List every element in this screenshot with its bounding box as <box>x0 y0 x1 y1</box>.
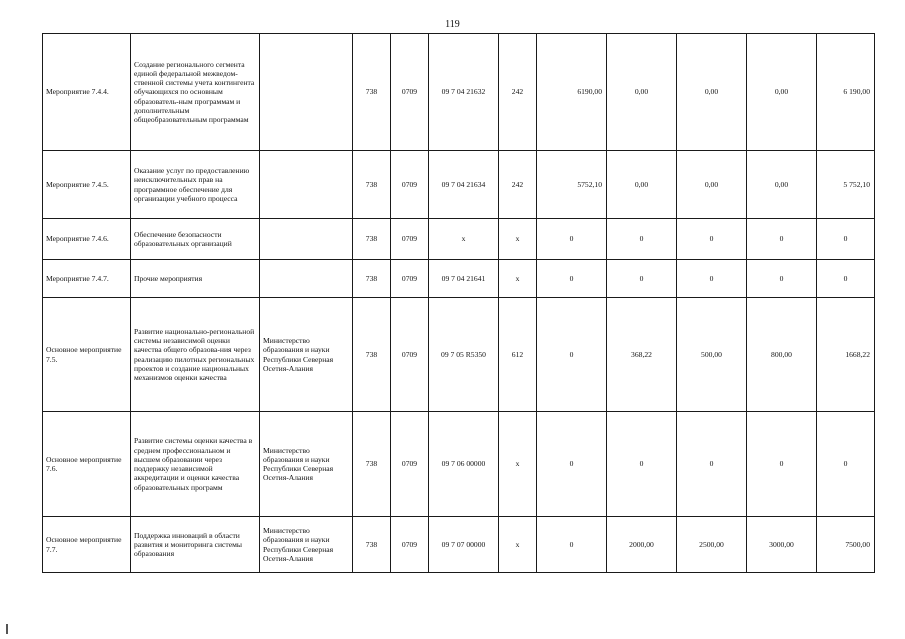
executor: Министерство образования и науки Республики Северная Осетия-Алания <box>260 412 353 517</box>
grbs-code: 738 <box>353 298 391 412</box>
executor <box>260 260 353 298</box>
section-code: 0709 <box>391 219 429 260</box>
event-number: Мероприятие 7.4.7. <box>43 260 131 298</box>
grbs-code: 738 <box>353 517 391 573</box>
expense-type-code: х <box>499 219 537 260</box>
executor <box>260 219 353 260</box>
section-code: 0709 <box>391 517 429 573</box>
amount-year-3: 0 <box>677 412 747 517</box>
grbs-code: 738 <box>353 260 391 298</box>
amount-year-3: 2500,00 <box>677 517 747 573</box>
amount-year-1: 0 <box>537 260 607 298</box>
event-number: Мероприятие 7.4.4. <box>43 34 131 151</box>
amount-year-4: 0 <box>747 412 817 517</box>
amount-total: 0 <box>817 412 875 517</box>
amount-year-4: 0,00 <box>747 34 817 151</box>
page-edge-mark <box>6 624 8 634</box>
table-body <box>43 34 875 573</box>
event-name: Развитие национально-региональной системы независимой оценки качества общего образова-ния через реализацию пилотных региональных проектов и создание национальных механизмов оценки качества <box>131 298 260 412</box>
event-name: Оказание услуг по предоставлению неисключительных прав на программное обеспечение для организации учебного процесса <box>131 151 260 219</box>
expense-type-code: х <box>499 517 537 573</box>
amount-year-2: 0,00 <box>607 34 677 151</box>
amount-year-1: 5752,10 <box>537 151 607 219</box>
amount-year-1: 6190,00 <box>537 34 607 151</box>
table-row <box>43 298 875 412</box>
table-row <box>43 34 875 151</box>
amount-year-4: 0 <box>747 219 817 260</box>
section-code: 0709 <box>391 151 429 219</box>
amount-year-2: 0,00 <box>607 151 677 219</box>
event-name: Создание регионального сегмента единой федеральной межведом-ственной системы учета контингента обучающихся по основным образователь-ным программам и дополнительным общеобразовательным программам <box>131 34 260 151</box>
amount-year-1: 0 <box>537 517 607 573</box>
amount-year-1: 0 <box>537 412 607 517</box>
section-code: 0709 <box>391 412 429 517</box>
expense-type-code: 612 <box>499 298 537 412</box>
amount-total: 6 190,00 <box>817 34 875 151</box>
amount-year-2: 0 <box>607 219 677 260</box>
grbs-code: 738 <box>353 219 391 260</box>
amount-total: 7500,00 <box>817 517 875 573</box>
event-name: Поддержка инноваций в области развития и мониторинга системы образования <box>131 517 260 573</box>
executor <box>260 151 353 219</box>
amount-total: 1668,22 <box>817 298 875 412</box>
section-code: 0709 <box>391 34 429 151</box>
amount-year-3: 500,00 <box>677 298 747 412</box>
event-name: Прочие мероприятия <box>131 260 260 298</box>
event-number: Основное мероприятие 7.5. <box>43 298 131 412</box>
expense-type-code: х <box>499 412 537 517</box>
event-number: Мероприятие 7.4.5. <box>43 151 131 219</box>
table-row <box>43 412 875 517</box>
table-row <box>43 260 875 298</box>
amount-year-3: 0 <box>677 219 747 260</box>
executor <box>260 34 353 151</box>
target-article-code: х <box>429 219 499 260</box>
event-number: Мероприятие 7.4.6. <box>43 219 131 260</box>
section-code: 0709 <box>391 260 429 298</box>
event-name: Развитие системы оценки качества в среднем профессиональном и высшем образовании через поддержку независимой аккредитации и оценки качества образовательных программ <box>131 412 260 517</box>
grbs-code: 738 <box>353 34 391 151</box>
event-number: Основное мероприятие 7.6. <box>43 412 131 517</box>
target-article-code: 09 7 06 00000 <box>429 412 499 517</box>
section-code: 0709 <box>391 298 429 412</box>
amount-year-4: 0 <box>747 260 817 298</box>
expense-type-code: 242 <box>499 151 537 219</box>
target-article-code: 09 7 07 00000 <box>429 517 499 573</box>
amount-year-4: 0,00 <box>747 151 817 219</box>
budget-table <box>42 33 875 573</box>
executor: Министерство образования и науки Республики Северная Осетия-Алания <box>260 517 353 573</box>
target-article-code: 09 7 04 21641 <box>429 260 499 298</box>
event-number: Основное мероприятие 7.7. <box>43 517 131 573</box>
amount-year-1: 0 <box>537 298 607 412</box>
event-name: Обеспечение безопасности образовательных организаций <box>131 219 260 260</box>
page-number: 119 <box>445 19 460 30</box>
amount-year-2: 368,22 <box>607 298 677 412</box>
target-article-code: 09 7 04 21634 <box>429 151 499 219</box>
amount-year-3: 0 <box>677 260 747 298</box>
amount-year-4: 3000,00 <box>747 517 817 573</box>
grbs-code: 738 <box>353 151 391 219</box>
amount-total: 0 <box>817 219 875 260</box>
expense-type-code: 242 <box>499 34 537 151</box>
amount-year-3: 0,00 <box>677 34 747 151</box>
amount-year-3: 0,00 <box>677 151 747 219</box>
amount-total: 0 <box>817 260 875 298</box>
amount-year-1: 0 <box>537 219 607 260</box>
table-row <box>43 151 875 219</box>
table-row <box>43 219 875 260</box>
amount-year-4: 800,00 <box>747 298 817 412</box>
expense-type-code: х <box>499 260 537 298</box>
target-article-code: 09 7 05 R5350 <box>429 298 499 412</box>
target-article-code: 09 7 04 21632 <box>429 34 499 151</box>
table-row <box>43 517 875 573</box>
amount-total: 5 752,10 <box>817 151 875 219</box>
amount-year-2: 0 <box>607 412 677 517</box>
amount-year-2: 2000,00 <box>607 517 677 573</box>
grbs-code: 738 <box>353 412 391 517</box>
executor: Министерство образования и науки Республики Северная Осетия-Алания <box>260 298 353 412</box>
amount-year-2: 0 <box>607 260 677 298</box>
